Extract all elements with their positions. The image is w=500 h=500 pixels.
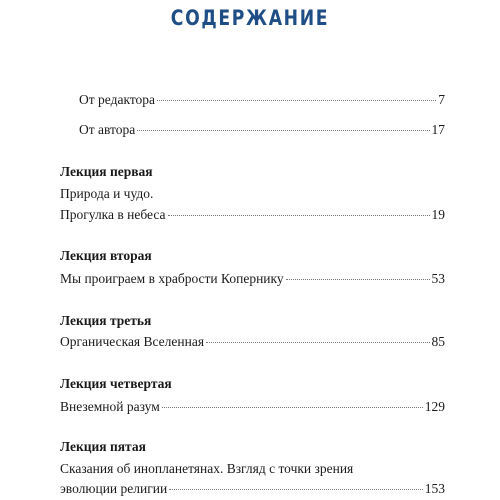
toc-entry-lecture-5[interactable] (60, 481, 445, 497)
toc-entry-lecture-2[interactable] (60, 271, 445, 287)
toc-entry-label: эволюции религии (60, 481, 168, 496)
toc-entry-editor[interactable] (79, 92, 445, 108)
toc-entry-page: 85 (431, 334, 445, 349)
toc-entry-page: 153 (424, 481, 445, 496)
dot-leader (168, 215, 430, 216)
dot-leader (169, 489, 423, 490)
lecture-5-title-line: Сказания об инопланетянах. Взгляд с точки зрения (60, 461, 354, 476)
toc-entry-page: 53 (431, 271, 445, 286)
dot-leader (206, 342, 429, 343)
toc-entry-lecture-4[interactable] (60, 399, 445, 415)
toc-entry-page: 19 (431, 207, 445, 222)
lecture-4-heading: Лекция четвертая (60, 376, 172, 391)
toc-entry-page: 7 (438, 92, 445, 107)
toc-entry-lecture-3[interactable] (60, 334, 445, 350)
toc-entry-label: Внеземной разум (60, 399, 160, 414)
toc-entry-label: Мы проиграем в храбрости Копернику (60, 271, 284, 286)
toc-entry-lecture-1[interactable] (60, 207, 445, 223)
toc-entry-label: От автора (79, 122, 136, 137)
lecture-2-heading: Лекция вторая (60, 248, 152, 263)
lecture-1-title-line: Природа и чудо. (60, 186, 154, 201)
toc-entry-label: Прогулка в небеса (60, 207, 166, 222)
dot-leader (137, 130, 429, 131)
lecture-1-heading: Лекция первая (60, 164, 153, 179)
dot-leader (286, 279, 430, 280)
lecture-5-heading: Лекция пятая (60, 439, 146, 454)
toc-entry-author[interactable] (79, 122, 445, 138)
dot-leader (157, 100, 436, 101)
toc-entry-label: Органическая Вселенная (60, 334, 205, 349)
toc-entry-label: От редактора (79, 92, 156, 107)
toc-entry-page: 17 (431, 122, 445, 137)
dot-leader (162, 407, 423, 408)
toc-entry-page: 129 (424, 399, 445, 414)
toc-title: СОДЕРЖАНИЕ (170, 6, 330, 30)
lecture-3-heading: Лекция третья (60, 313, 152, 328)
